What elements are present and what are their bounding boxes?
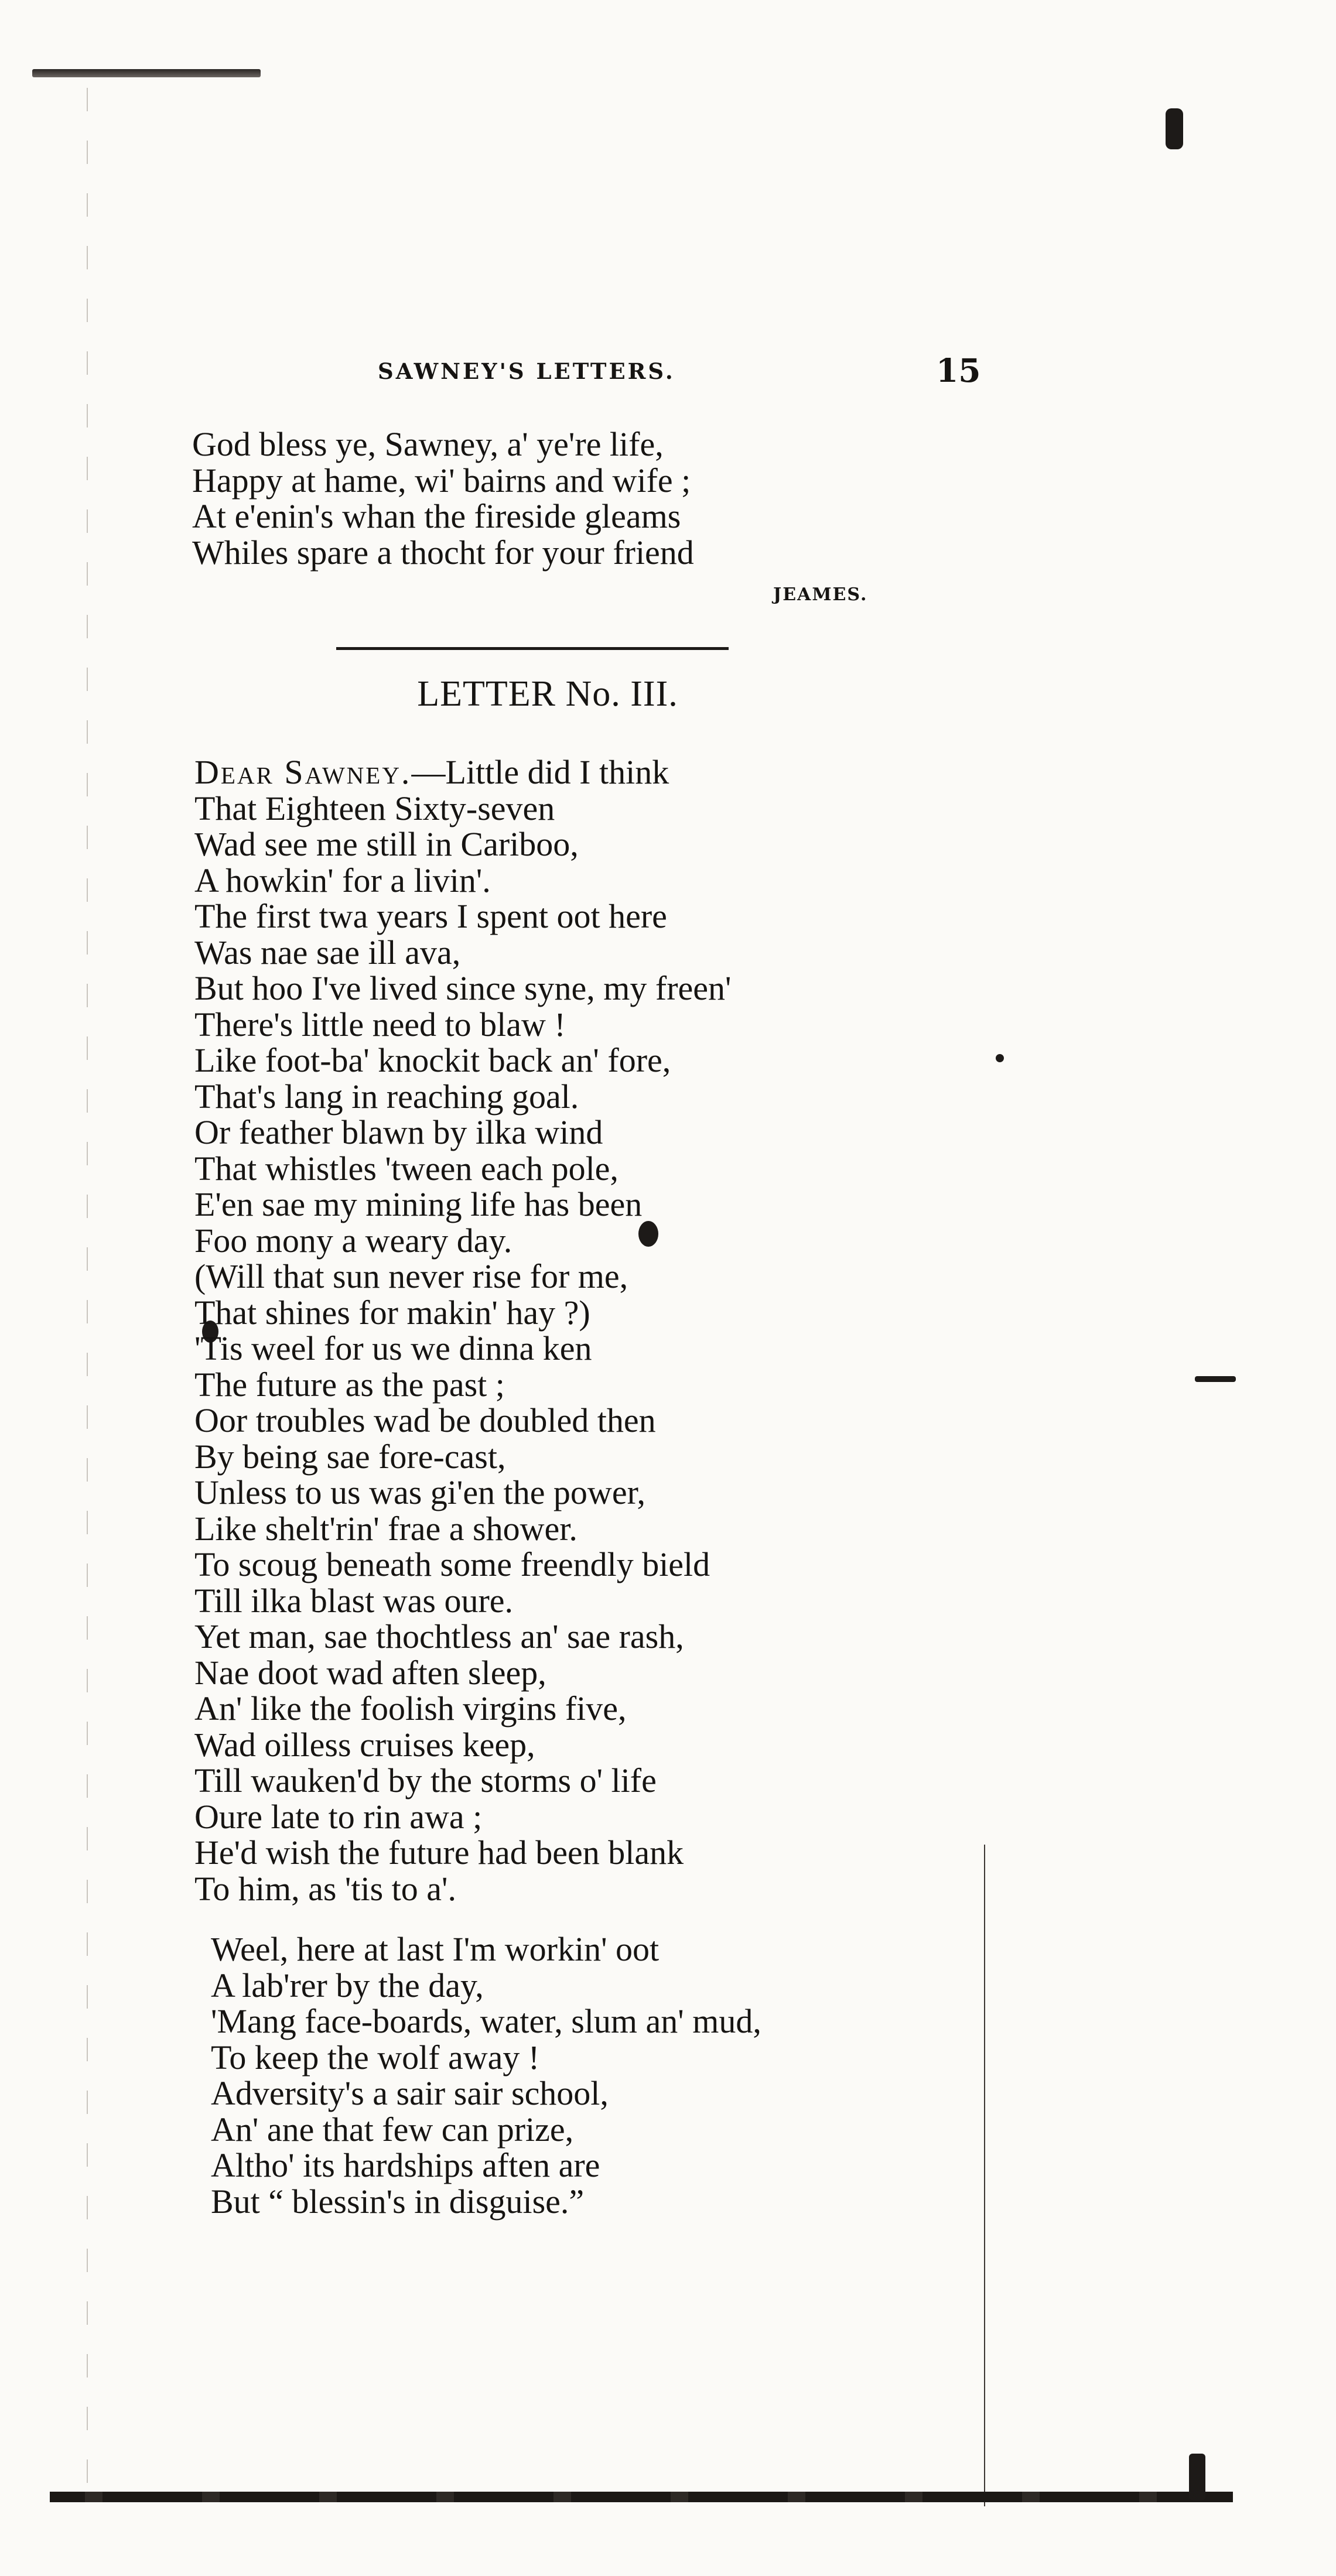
verse-line: Wad oilless cruises keep, (194, 1725, 535, 1764)
verse-line: That's lang in reaching goal. (194, 1077, 579, 1116)
scan-edge-right (984, 1845, 985, 2506)
verse-line: There's little need to blaw ! (194, 1005, 566, 1044)
verse-line: But hoo I've lived since syne, my freen' (194, 969, 732, 1007)
verse-line: Wad see me still in Cariboo, (194, 825, 579, 863)
verse-line: Dear Sawney.—Little did I think (194, 753, 669, 791)
verse-line: Oure late to rin awa ; (194, 1797, 483, 1836)
verse-line: Like foot-ba' knockit back an' fore, (194, 1041, 671, 1079)
verse-line: At e'enin's whan the fireside gleams (192, 497, 681, 535)
verse-line: God bless ye, Sawney, a' ye're life, (192, 425, 664, 463)
verse-line: That Eighteen Sixty-seven (194, 789, 555, 827)
verse-line: Till wauken'd by the storms o' life (194, 1761, 657, 1800)
verse-line: Weel, here at last I'm workin' oot (211, 1930, 660, 1968)
verse-line: (Will that sun never rise for me, (194, 1257, 628, 1295)
page-number: 15 (936, 351, 981, 389)
verse-line: Yet man, sae thochtless an' sae rash, (194, 1617, 684, 1655)
verse-line: Nae doot wad aften sleep, (194, 1653, 546, 1692)
scan-rule-bottom (50, 2492, 1233, 2502)
verse-line: Foo mony a weary day. (194, 1221, 512, 1260)
verse-line: An' like the foolish virgins five, (194, 1689, 627, 1727)
scan-edge-left (87, 88, 88, 2489)
verse-line: He'd wish the future had been blank (194, 1833, 684, 1872)
verse-line: E'en sae my mining life has been (194, 1185, 643, 1223)
letter-title: LETTER No. III. (417, 674, 678, 714)
verse-line: Whiles spare a thocht for your friend (192, 533, 694, 572)
verse-line: The future as the past ; (194, 1365, 505, 1404)
verse-line: But “ blessin's in disguise.” (211, 2182, 585, 2221)
verse-line: By being sae fore-cast, (194, 1437, 506, 1476)
poem-part-1 (194, 754, 731, 1907)
running-title: SAWNEY'S LETTERS. (378, 358, 675, 384)
ink-blot (996, 1054, 1004, 1062)
ink-blot (1195, 1376, 1236, 1382)
verse-line: 'Mang face-boards, water, slum an' mud, (211, 2002, 761, 2040)
verse-line: Oor troubles wad be doubled then (194, 1401, 656, 1439)
closing-verse (192, 426, 694, 570)
verse-line: Like shelt'rin' frae a shower. (194, 1509, 578, 1548)
signature: JEAMES. (773, 584, 868, 605)
verse-line: Till ilka blast was oure. (194, 1581, 514, 1620)
verse-line: The first twa years I spent oot here (194, 897, 667, 935)
verse-line: Altho' its hardships aften are (211, 2146, 600, 2184)
verse-line: An' ane that few can prize, (211, 2110, 574, 2149)
salutation: Dear Sawney. (194, 753, 412, 791)
verse-line: Adversity's a sair sair school, (211, 2074, 609, 2112)
verse-line: Or feather blawn by ilka wind (194, 1113, 603, 1151)
verse-line: Unless to us was gi'en the power, (194, 1473, 646, 1511)
verse-line: A howkin' for a livin'. (194, 861, 491, 899)
verse-line: That whistles 'tween each pole, (194, 1149, 619, 1188)
verse-line: To scoug beneath some freendly bield (194, 1545, 710, 1583)
verse-line: To keep the wolf away ! (211, 2038, 540, 2076)
verse-line: A lab'rer by the day, (211, 1966, 484, 2004)
verse-line: 'Tis weel for us we dinna ken (194, 1329, 592, 1367)
verse-line: Happy at hame, wi' bairns and wife ; (192, 461, 691, 500)
verse-line: Was nae sae ill ava, (194, 933, 461, 971)
scan-mark-top (32, 69, 261, 77)
poem-part-2 (211, 1931, 761, 2219)
section-divider (336, 647, 729, 650)
verse-line: That shines for makin' hay ?) (194, 1293, 590, 1332)
verse-line: To him, as 'tis to a'. (194, 1869, 456, 1908)
ink-blot (1189, 2454, 1205, 2500)
ink-blot (1166, 108, 1183, 149)
